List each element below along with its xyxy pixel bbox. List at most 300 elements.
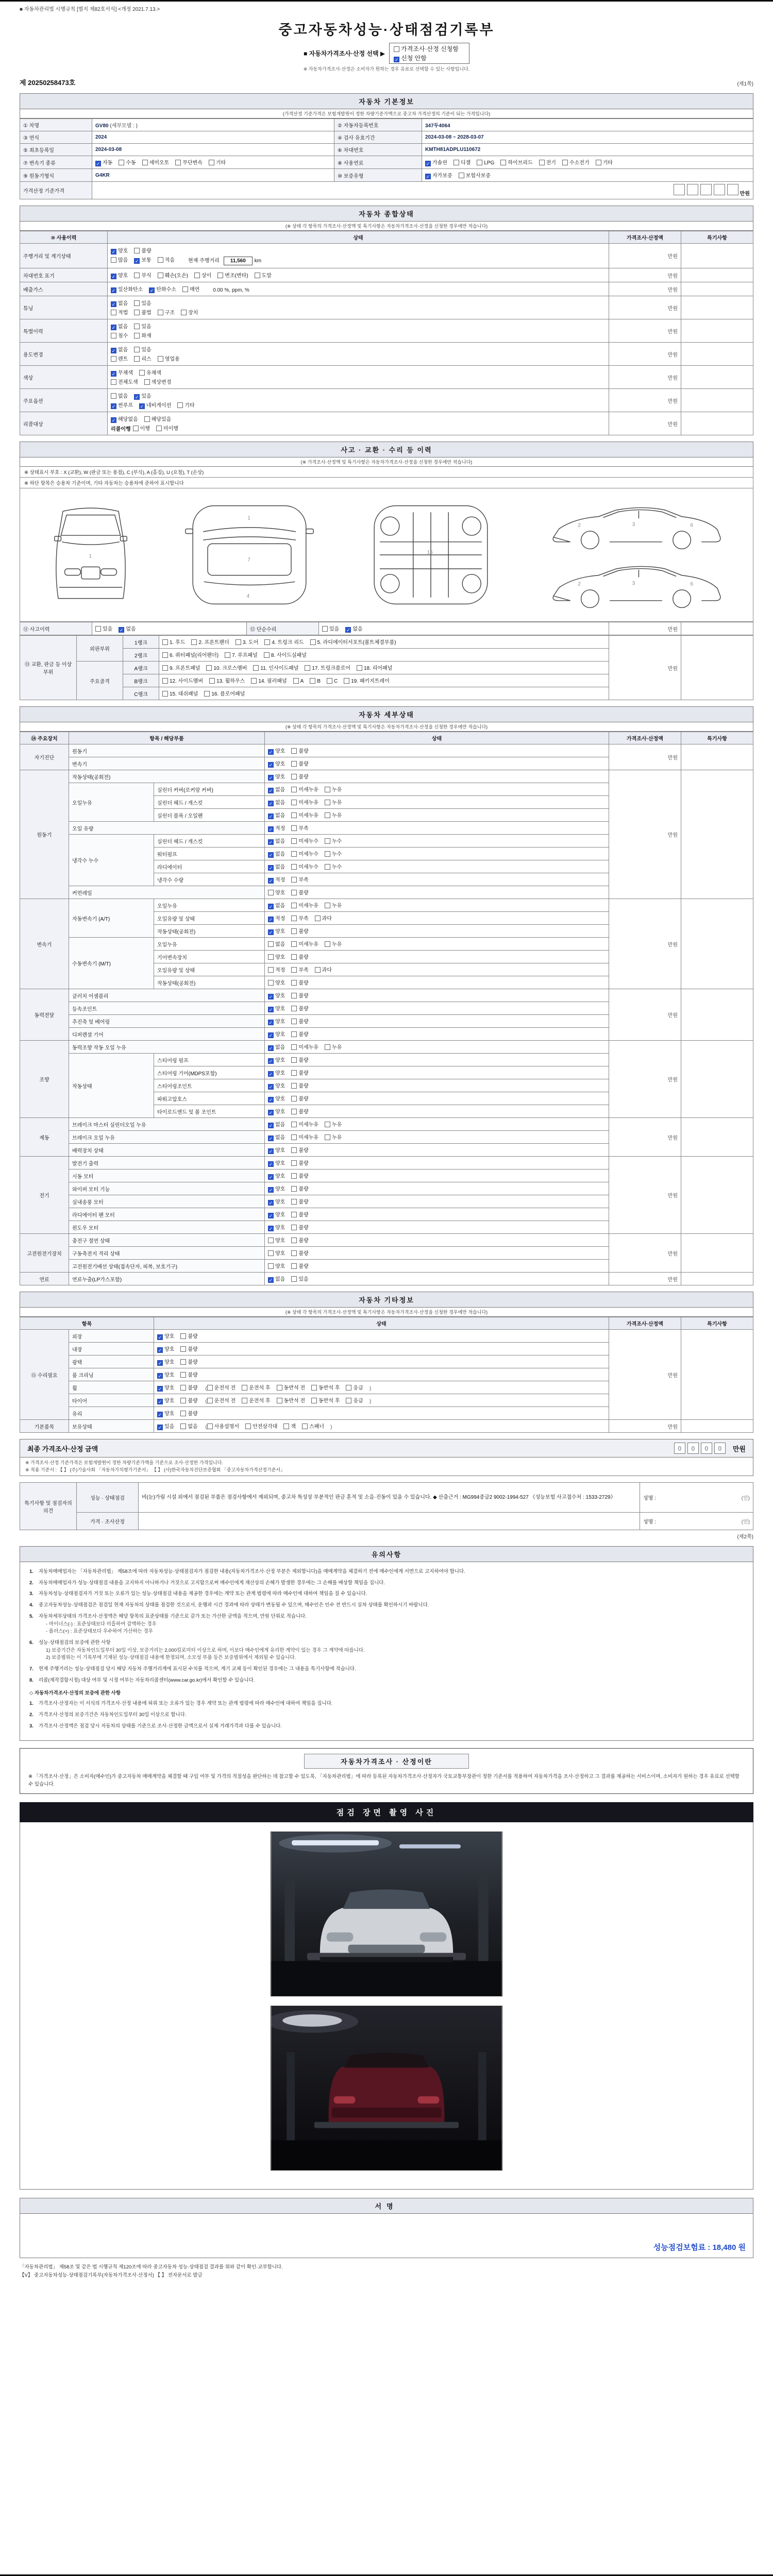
checkbox-icon[interactable] [264,652,270,658]
checkbox-icon[interactable] [291,1096,297,1101]
checkbox-option[interactable] [268,927,285,935]
checkbox-option[interactable] [291,1030,308,1038]
checkbox-icon[interactable] [291,1109,297,1114]
checkbox-option[interactable] [345,624,362,633]
checkbox-checked-icon[interactable]: ✓ [111,371,116,377]
checkbox-icon[interactable] [325,800,330,805]
checkbox-icon[interactable] [394,46,399,52]
checkbox-option[interactable] [311,1383,340,1392]
checkbox-icon[interactable] [305,665,310,671]
checkbox-option[interactable] [268,1172,285,1180]
checkbox-option[interactable] [291,798,318,806]
checkbox-icon[interactable] [325,787,330,792]
checkbox-option[interactable] [291,850,318,858]
checkbox-option[interactable] [268,1133,285,1141]
checkbox-checked-icon[interactable]: ✓ [426,161,430,166]
checkbox-icon[interactable] [477,160,482,165]
checkbox-option[interactable] [139,401,171,409]
checkbox-icon[interactable] [291,1250,297,1256]
checkbox-option[interactable] [268,824,285,832]
checkbox-option[interactable] [325,837,342,845]
checkbox-option[interactable] [268,1262,285,1270]
checkbox-icon[interactable] [291,1134,297,1140]
checkbox-icon[interactable] [268,1250,274,1256]
checkbox-option[interactable] [157,1370,174,1379]
checkbox-option[interactable] [291,1120,318,1128]
checkbox-option[interactable] [162,689,198,698]
checkbox-option[interactable] [291,1236,308,1244]
checkbox-option[interactable] [291,888,308,896]
checkbox-checked-icon[interactable]: ✓ [158,1425,162,1430]
checkbox-option[interactable] [325,862,342,871]
checkbox-icon[interactable] [325,1044,330,1050]
checkbox-checked-icon[interactable]: ✓ [268,750,273,755]
checkbox-icon[interactable] [111,379,116,385]
checkbox-checked-icon[interactable]: ✓ [268,1278,273,1283]
checkbox-checked-icon[interactable]: ✓ [268,917,273,922]
checkbox-icon[interactable] [206,665,212,671]
checkbox-checked-icon[interactable]: ✓ [268,878,273,884]
checkbox-icon[interactable] [162,652,168,658]
checkbox-icon[interactable] [322,626,328,632]
checkbox-option[interactable] [157,1383,174,1392]
checkbox-option[interactable] [180,1383,197,1392]
checkbox-option[interactable] [310,678,321,685]
checkbox-option[interactable] [134,308,151,316]
checkbox-icon[interactable] [134,356,140,362]
checkbox-option[interactable] [268,1069,285,1077]
checkbox-option[interactable] [311,1396,340,1404]
checkbox-icon[interactable] [327,678,332,684]
checkbox-option[interactable] [207,1396,236,1404]
checkbox-option[interactable] [134,354,151,363]
checkbox-option[interactable] [142,158,170,166]
checkbox-icon[interactable] [207,1398,213,1403]
checkbox-option[interactable] [144,415,172,423]
checkbox-icon[interactable] [268,980,274,986]
checkbox-option[interactable] [268,875,285,884]
checkbox-option[interactable] [291,1056,308,1064]
checkbox-option[interactable] [111,322,128,330]
checkbox-option[interactable] [291,953,308,961]
checkbox-icon[interactable] [291,941,297,947]
checkbox-checked-icon[interactable]: ✓ [426,174,430,179]
checkbox-option[interactable] [253,664,298,672]
checkbox-option[interactable] [175,158,203,166]
checkbox-option[interactable] [293,678,304,685]
checkbox-icon[interactable] [158,257,163,263]
checkbox-option[interactable] [596,158,613,166]
checkbox-icon[interactable] [459,173,464,178]
checkbox-option[interactable] [134,345,151,353]
checkbox-checked-icon[interactable]: ✓ [268,1136,273,1141]
checkbox-option[interactable] [291,1262,308,1270]
checkbox-option[interactable] [268,901,285,909]
checkbox-checked-icon[interactable]: ✓ [268,775,273,781]
checkbox-icon[interactable] [291,1019,297,1024]
checkbox-icon[interactable] [346,1385,351,1391]
checkbox-icon[interactable] [245,1423,251,1429]
checkbox-option[interactable] [268,811,285,819]
checkbox-option[interactable] [158,271,188,279]
checkbox-icon[interactable] [291,748,297,754]
checkbox-option[interactable] [209,676,245,685]
checkbox-option[interactable] [268,1236,285,1244]
checkbox-option[interactable] [157,1396,174,1404]
checkbox-icon[interactable] [175,160,181,165]
checkbox-option[interactable] [158,256,175,264]
checkbox-option[interactable] [268,759,285,768]
checkbox-option[interactable] [283,1422,296,1430]
checkbox-option[interactable] [291,1184,308,1193]
checkbox-checked-icon[interactable]: ✓ [268,1097,273,1103]
checkbox-icon[interactable] [156,426,162,431]
checkbox-option[interactable] [291,901,318,909]
checkbox-icon[interactable] [253,665,259,671]
checkbox-option[interactable] [181,308,198,316]
checkbox-option[interactable] [291,991,308,999]
checkbox-icon[interactable] [134,248,140,253]
checkbox-option[interactable] [268,1107,285,1115]
signature-box[interactable] [20,2214,753,2258]
checkbox-option[interactable] [157,1345,174,1353]
checkbox-icon[interactable] [158,273,163,278]
checkbox-icon[interactable] [291,916,297,921]
checkbox-icon[interactable] [291,812,297,818]
checkbox-icon[interactable] [268,967,274,973]
checkbox-icon[interactable] [291,954,297,960]
checkbox-icon[interactable] [291,1031,297,1037]
checkbox-icon[interactable] [162,665,168,671]
checkbox-option[interactable] [344,676,390,685]
checkbox-option[interactable] [119,624,136,633]
checkbox-icon[interactable] [180,1385,186,1391]
checkbox-option[interactable] [291,875,308,884]
checkbox-icon[interactable] [291,980,297,986]
checkbox-checked-icon[interactable]: ✓ [158,1399,162,1404]
checkbox-option[interactable] [268,965,285,974]
checkbox-checked-icon[interactable]: ✓ [268,1213,273,1218]
checkbox-icon[interactable] [217,273,223,278]
checkbox-option[interactable] [157,1332,174,1340]
checkbox-option[interactable] [346,1383,363,1392]
checkbox-option[interactable] [209,158,226,166]
checkbox-icon[interactable] [180,1411,186,1416]
checkbox-option[interactable] [268,1056,285,1064]
checkbox-option[interactable] [291,1172,308,1180]
checkbox-option[interactable] [111,354,128,363]
checkbox-icon[interactable] [291,890,297,895]
checkbox-checked-icon[interactable]: ✓ [268,1200,273,1206]
checkbox-icon[interactable] [180,1359,186,1365]
checkbox-checked-icon[interactable]: ✓ [158,1348,162,1353]
checkbox-option[interactable] [291,747,308,755]
checkbox-option[interactable] [268,1184,285,1193]
checkbox-option[interactable] [236,638,258,646]
checkbox-option[interactable] [149,285,176,293]
checkbox-icon[interactable] [291,787,297,792]
checkbox-option[interactable] [111,331,128,340]
checkbox-icon[interactable] [291,1263,297,1269]
checkbox-option[interactable] [139,368,161,377]
checkbox-option[interactable] [325,940,342,948]
checkbox-icon[interactable] [177,402,183,408]
checkbox-option[interactable] [111,285,143,293]
checkbox-icon[interactable] [162,639,168,645]
checkbox-option[interactable] [268,1275,285,1283]
checkbox-option[interactable] [322,624,339,633]
checkbox-option[interactable] [268,1120,285,1128]
checkbox-icon[interactable] [134,273,140,278]
checkbox-checked-icon[interactable]: ✓ [268,930,273,935]
checkbox-option[interactable] [162,664,200,672]
checkbox-checked-icon[interactable]: ✓ [111,418,116,423]
checkbox-option[interactable] [177,401,194,409]
checkbox-option[interactable] [325,1120,342,1128]
checkbox-checked-icon[interactable]: ✓ [268,1149,273,1154]
checkbox-option[interactable] [302,1422,324,1430]
checkbox-checked-icon[interactable]: ✓ [158,1374,162,1379]
checkbox-icon[interactable] [111,356,116,362]
checkbox-option[interactable] [268,798,285,806]
checkbox-option[interactable] [180,1332,197,1340]
checkbox-option[interactable] [394,44,459,53]
checkbox-option[interactable] [111,308,128,316]
checkbox-icon[interactable] [191,639,197,645]
checkbox-option[interactable] [291,940,318,948]
checkbox-checked-icon[interactable]: ✓ [135,259,139,264]
checkbox-icon[interactable] [291,838,297,844]
checkbox-icon[interactable] [134,333,140,338]
checkbox-option[interactable] [133,424,150,432]
checkbox-option[interactable] [291,1043,318,1051]
checkbox-icon[interactable] [194,273,200,278]
checkbox-option[interactable] [268,1223,285,1231]
checkbox-icon[interactable] [111,310,116,315]
checkbox-icon[interactable] [242,1385,247,1391]
checkbox-option[interactable] [268,1017,285,1025]
checkbox-icon[interactable] [209,678,215,684]
checkbox-checked-icon[interactable]: ✓ [394,57,399,62]
checkbox-checked-icon[interactable]: ✓ [158,1412,162,1417]
checkbox-option[interactable] [162,651,219,659]
checkbox-option[interactable] [111,415,138,423]
checkbox-option[interactable] [291,1069,308,1077]
checkbox-option[interactable] [268,940,285,948]
checkbox-checked-icon[interactable]: ✓ [268,801,273,806]
checkbox-option[interactable] [268,862,285,871]
checkbox-option[interactable] [134,331,151,340]
checkbox-checked-icon[interactable]: ✓ [268,1162,273,1167]
checkbox-icon[interactable] [311,1398,317,1403]
checkbox-option[interactable] [291,1133,318,1141]
checkbox-option[interactable] [194,271,211,279]
checkbox-option[interactable] [325,798,342,806]
checkbox-option[interactable] [111,271,128,279]
checkbox-option[interactable] [268,953,285,961]
signature-name-cell[interactable] [640,1513,753,1530]
checkbox-icon[interactable] [562,160,568,165]
checkbox-option[interactable] [477,160,494,166]
checkbox-checked-icon[interactable]: ✓ [268,1188,273,1193]
checkbox-option[interactable] [291,978,308,987]
checkbox-icon[interactable] [139,370,145,376]
checkbox-icon[interactable] [209,160,214,165]
checkbox-checked-icon[interactable]: ✓ [268,866,273,871]
checkbox-icon[interactable] [180,1423,186,1429]
checkbox-checked-icon[interactable]: ✓ [111,302,116,307]
checkbox-option[interactable] [207,1422,239,1430]
checkbox-icon[interactable] [225,652,230,658]
checkbox-option[interactable] [95,624,112,633]
checkbox-option[interactable] [327,678,338,685]
checkbox-icon[interactable] [111,257,116,263]
checkbox-icon[interactable] [346,1398,351,1403]
checkbox-checked-icon[interactable]: ✓ [111,288,116,293]
checkbox-option[interactable] [562,158,590,166]
checkbox-checked-icon[interactable]: ✓ [268,853,273,858]
checkbox-icon[interactable] [134,347,140,352]
checkbox-icon[interactable] [119,160,124,165]
checkbox-icon[interactable] [182,286,188,292]
checkbox-option[interactable] [111,378,138,386]
checkbox-checked-icon[interactable]: ✓ [268,840,273,845]
checkbox-option[interactable] [291,1017,308,1025]
checkbox-icon[interactable] [111,393,116,399]
checkbox-option[interactable] [291,811,318,819]
checkbox-option[interactable] [291,1081,308,1090]
checkbox-option[interactable] [459,171,491,179]
checkbox-checked-icon[interactable]: ✓ [268,788,273,793]
checkbox-checked-icon[interactable]: ✓ [268,814,273,819]
checkbox-checked-icon[interactable]: ✓ [268,904,273,909]
checkbox-icon[interactable] [158,356,163,362]
signature-name-cell[interactable] [640,1483,753,1513]
checkbox-option[interactable] [268,1146,285,1154]
checkbox-icon[interactable] [291,1006,297,1011]
checkbox-option[interactable] [277,1383,305,1392]
checkbox-option[interactable] [180,1358,197,1366]
checkbox-option[interactable] [180,1396,197,1404]
checkbox-option[interactable] [453,158,470,166]
checkbox-option[interactable] [291,837,318,845]
checkbox-option[interactable] [206,664,247,672]
checkbox-checked-icon[interactable]: ✓ [268,1020,273,1025]
checkbox-option[interactable] [111,368,133,377]
checkbox-icon[interactable] [251,678,257,684]
checkbox-option[interactable] [111,246,128,255]
checkbox-icon[interactable] [134,310,140,315]
checkbox-option[interactable] [291,772,308,781]
checkbox-option[interactable] [310,638,396,646]
checkbox-option[interactable] [255,271,272,279]
checkbox-option[interactable] [325,811,342,819]
checkbox-icon[interactable] [133,426,139,431]
checkbox-checked-icon[interactable]: ✓ [268,1059,273,1064]
checkbox-icon[interactable] [291,1186,297,1192]
checkbox-icon[interactable] [180,1372,186,1378]
checkbox-option[interactable] [157,1358,174,1366]
checkbox-checked-icon[interactable]: ✓ [268,1033,273,1038]
checkbox-icon[interactable] [291,903,297,908]
checkbox-icon[interactable] [291,1212,297,1217]
checkbox-icon[interactable] [268,954,274,960]
checkbox-icon[interactable] [357,665,362,671]
checkbox-option[interactable] [425,158,447,166]
checkbox-checked-icon[interactable]: ✓ [268,1175,273,1180]
checkbox-option[interactable] [268,978,285,987]
checkbox-option[interactable] [182,285,199,293]
checkbox-icon[interactable] [268,941,274,947]
checkbox-option[interactable] [268,1043,285,1051]
checkbox-option[interactable] [158,354,180,363]
checkbox-option[interactable] [157,1422,174,1430]
checkbox-icon[interactable] [144,379,150,385]
checkbox-icon[interactable] [291,1160,297,1166]
checkbox-option[interactable] [357,664,392,672]
checkbox-checked-icon[interactable]: ✓ [268,827,273,832]
checkbox-option[interactable] [207,1383,236,1392]
checkbox-icon[interactable] [500,160,506,165]
checkbox-checked-icon[interactable]: ✓ [111,404,116,409]
checkbox-option[interactable] [325,1043,342,1051]
checkbox-icon[interactable] [264,639,270,645]
checkbox-option[interactable] [144,378,172,386]
checkbox-option[interactable] [268,785,285,793]
checkbox-checked-icon[interactable]: ✓ [268,1226,273,1231]
checkbox-icon[interactable] [291,1238,297,1243]
checkbox-option[interactable] [291,1159,308,1167]
checkbox-checked-icon[interactable]: ✓ [268,1046,273,1051]
checkbox-checked-icon[interactable]: ✓ [268,1007,273,1012]
checkbox-checked-icon[interactable]: ✓ [111,348,116,353]
checkbox-icon[interactable] [291,1225,297,1230]
checkbox-option[interactable] [291,1146,308,1154]
checkbox-option[interactable] [217,271,248,279]
checkbox-option[interactable] [268,991,285,999]
checkbox-checked-icon[interactable]: ✓ [268,1110,273,1115]
checkbox-option[interactable] [134,392,151,400]
checkbox-option[interactable] [291,862,318,871]
checkbox-option[interactable] [291,759,308,768]
checkbox-checked-icon[interactable]: ✓ [140,404,144,409]
checkbox-icon[interactable] [162,678,168,684]
checkbox-option[interactable] [251,676,287,685]
checkbox-option[interactable] [291,1094,308,1103]
checkbox-icon[interactable] [291,1147,297,1153]
checkbox-option[interactable] [394,54,459,62]
checkbox-icon[interactable] [325,1134,330,1140]
checkbox-checked-icon[interactable]: ✓ [120,628,124,633]
checkbox-icon[interactable] [277,1385,282,1391]
checkbox-icon[interactable] [302,1423,308,1429]
checkbox-option[interactable] [162,676,203,685]
checkbox-option[interactable] [268,1030,285,1038]
checkbox-icon[interactable] [325,838,330,844]
checkbox-icon[interactable] [291,1044,297,1050]
checkbox-checked-icon[interactable]: ✓ [96,161,100,166]
checkbox-icon[interactable] [291,851,297,857]
checkbox-icon[interactable] [277,1398,282,1403]
checkbox-icon[interactable] [95,626,101,632]
checkbox-icon[interactable] [325,903,330,908]
checkbox-icon[interactable] [291,967,297,973]
checkbox-icon[interactable] [291,864,297,870]
checkbox-icon[interactable] [291,1083,297,1089]
checkbox-checked-icon[interactable]: ✓ [268,994,273,999]
checkbox-icon[interactable] [134,324,140,329]
checkbox-option[interactable] [305,664,350,672]
